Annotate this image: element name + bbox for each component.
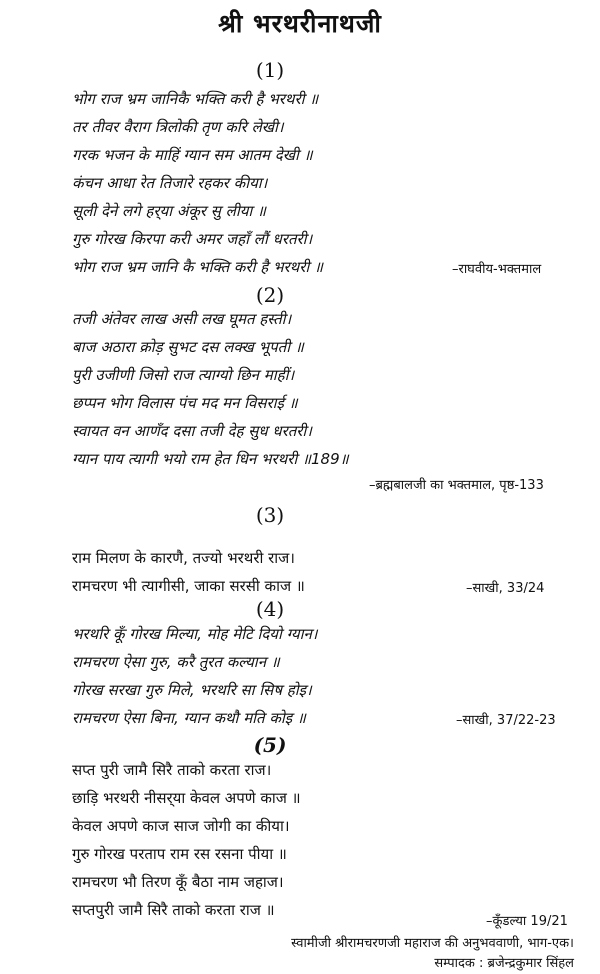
verse-line: गोरख सरखा गुरु मिले, भरथरि सा सिष होइ। [72, 681, 312, 699]
verse-line: गुरु गोरख किरपा करी अमर जहाँ लौं धरतरी। [72, 230, 313, 248]
verse-line: भोग राज भ्रम जानिकै भक्ति करी है भरथरी ॥ [72, 90, 319, 108]
verse-line: सूली देने लगे हर्‌या अंकूर सु लीया ॥ [72, 202, 267, 220]
section-number: (5) [253, 733, 287, 757]
verse-line: रामचरण ऐसा बिना, ग्यान कथौ मति कोइ ॥ [72, 709, 306, 727]
editor-credit: सम्पादक : ब्रजेन्द्रकुमार सिंहल [434, 956, 574, 971]
page-title: श्री भरथरीनाथजी [218, 9, 382, 38]
verse-source: –साखी, 37/22-23 [456, 713, 556, 728]
verse-line: रामचरण भौ तिरण कूँ बैठा नाम जहाज। [72, 873, 284, 891]
verse-line: पुरी उजीणी जिसो राज त्याग्यो छिन माहीं। [72, 366, 295, 384]
verse-line: तजी अंतेवर लाख असी लख घूमत हस्ती। [72, 310, 292, 328]
section-number: (4) [255, 597, 285, 621]
verse-line: कंचन आधा रेत तिजारे रहकर कीया। [72, 174, 268, 192]
verse-line: रामचरण भी त्यागीसी, जाका सरसी काज ॥ [72, 577, 305, 595]
verse-line: छप्पन भोग विलास पंच मद मन विसराई ॥ [72, 394, 298, 412]
verse-source: –साखी, 33/24 [466, 581, 545, 596]
verse-line: सप्त पुरी जामै सिरै ताको करता राज। [72, 761, 272, 779]
verse-source: –ब्रह्मबालजी का भक्तमाल, पृष्ठ-133 [369, 478, 544, 493]
verse-line: सप्तपुरी जामै सिरै ताको करता राज ॥ [72, 901, 275, 919]
verse-source: –राघवीय-भक्तमाल [452, 262, 542, 277]
verse-line: रामचरण ऐसा गुरु, करै तुरत कल्यान ॥ [72, 653, 280, 671]
verse-line: छाड़ि भरथरी नीसर्‌या केवल अपणे काज ॥ [72, 789, 301, 807]
verse-line: गरक भजन के माहिं ग्यान सम आतम देखी ॥ [72, 146, 313, 164]
verse-line: स्वायत वन आणँद दसा तजी देह सुध धरतरी। [72, 422, 312, 440]
verse-line: भरथरि कूँ गोरख मिल्या, मोह मेटि दियो ग्यान। [72, 625, 318, 643]
verse-source: –कूँडल्या 19/21 [486, 914, 568, 929]
section-number: (3) [255, 503, 285, 527]
verse-line: तर तीवर वैराग त्रिलोकी तृण करि लेखी। [72, 118, 284, 136]
verse-line: राम मिलण के कारणै, तज्यो भरथरी राज। [72, 549, 295, 567]
verse-line: गुरु गोरख परताप राम रस रसना पीया ॥ [72, 845, 287, 863]
verse-line: ग्यान पाय त्यागी भयो राम हेत धिन भरथरी ॥189॥ [72, 450, 349, 468]
verse-line: केवल अपणे काज साज जोगी का कीया। [72, 817, 290, 835]
section-number: (1) [255, 58, 285, 82]
verse-line: भोग राज भ्रम जानि कै भक्ति करी है भरथरी ॥ [72, 258, 323, 276]
section-number: (2) [255, 283, 285, 307]
verse-line: बाज अठारा क्रोड़ सुभट दस लक्ख भूपती ॥ [72, 338, 304, 356]
book-credit: स्वामीजी श्रीरामचरणजी महाराज की अनुभववाणी, भाग-एक। [291, 936, 574, 951]
